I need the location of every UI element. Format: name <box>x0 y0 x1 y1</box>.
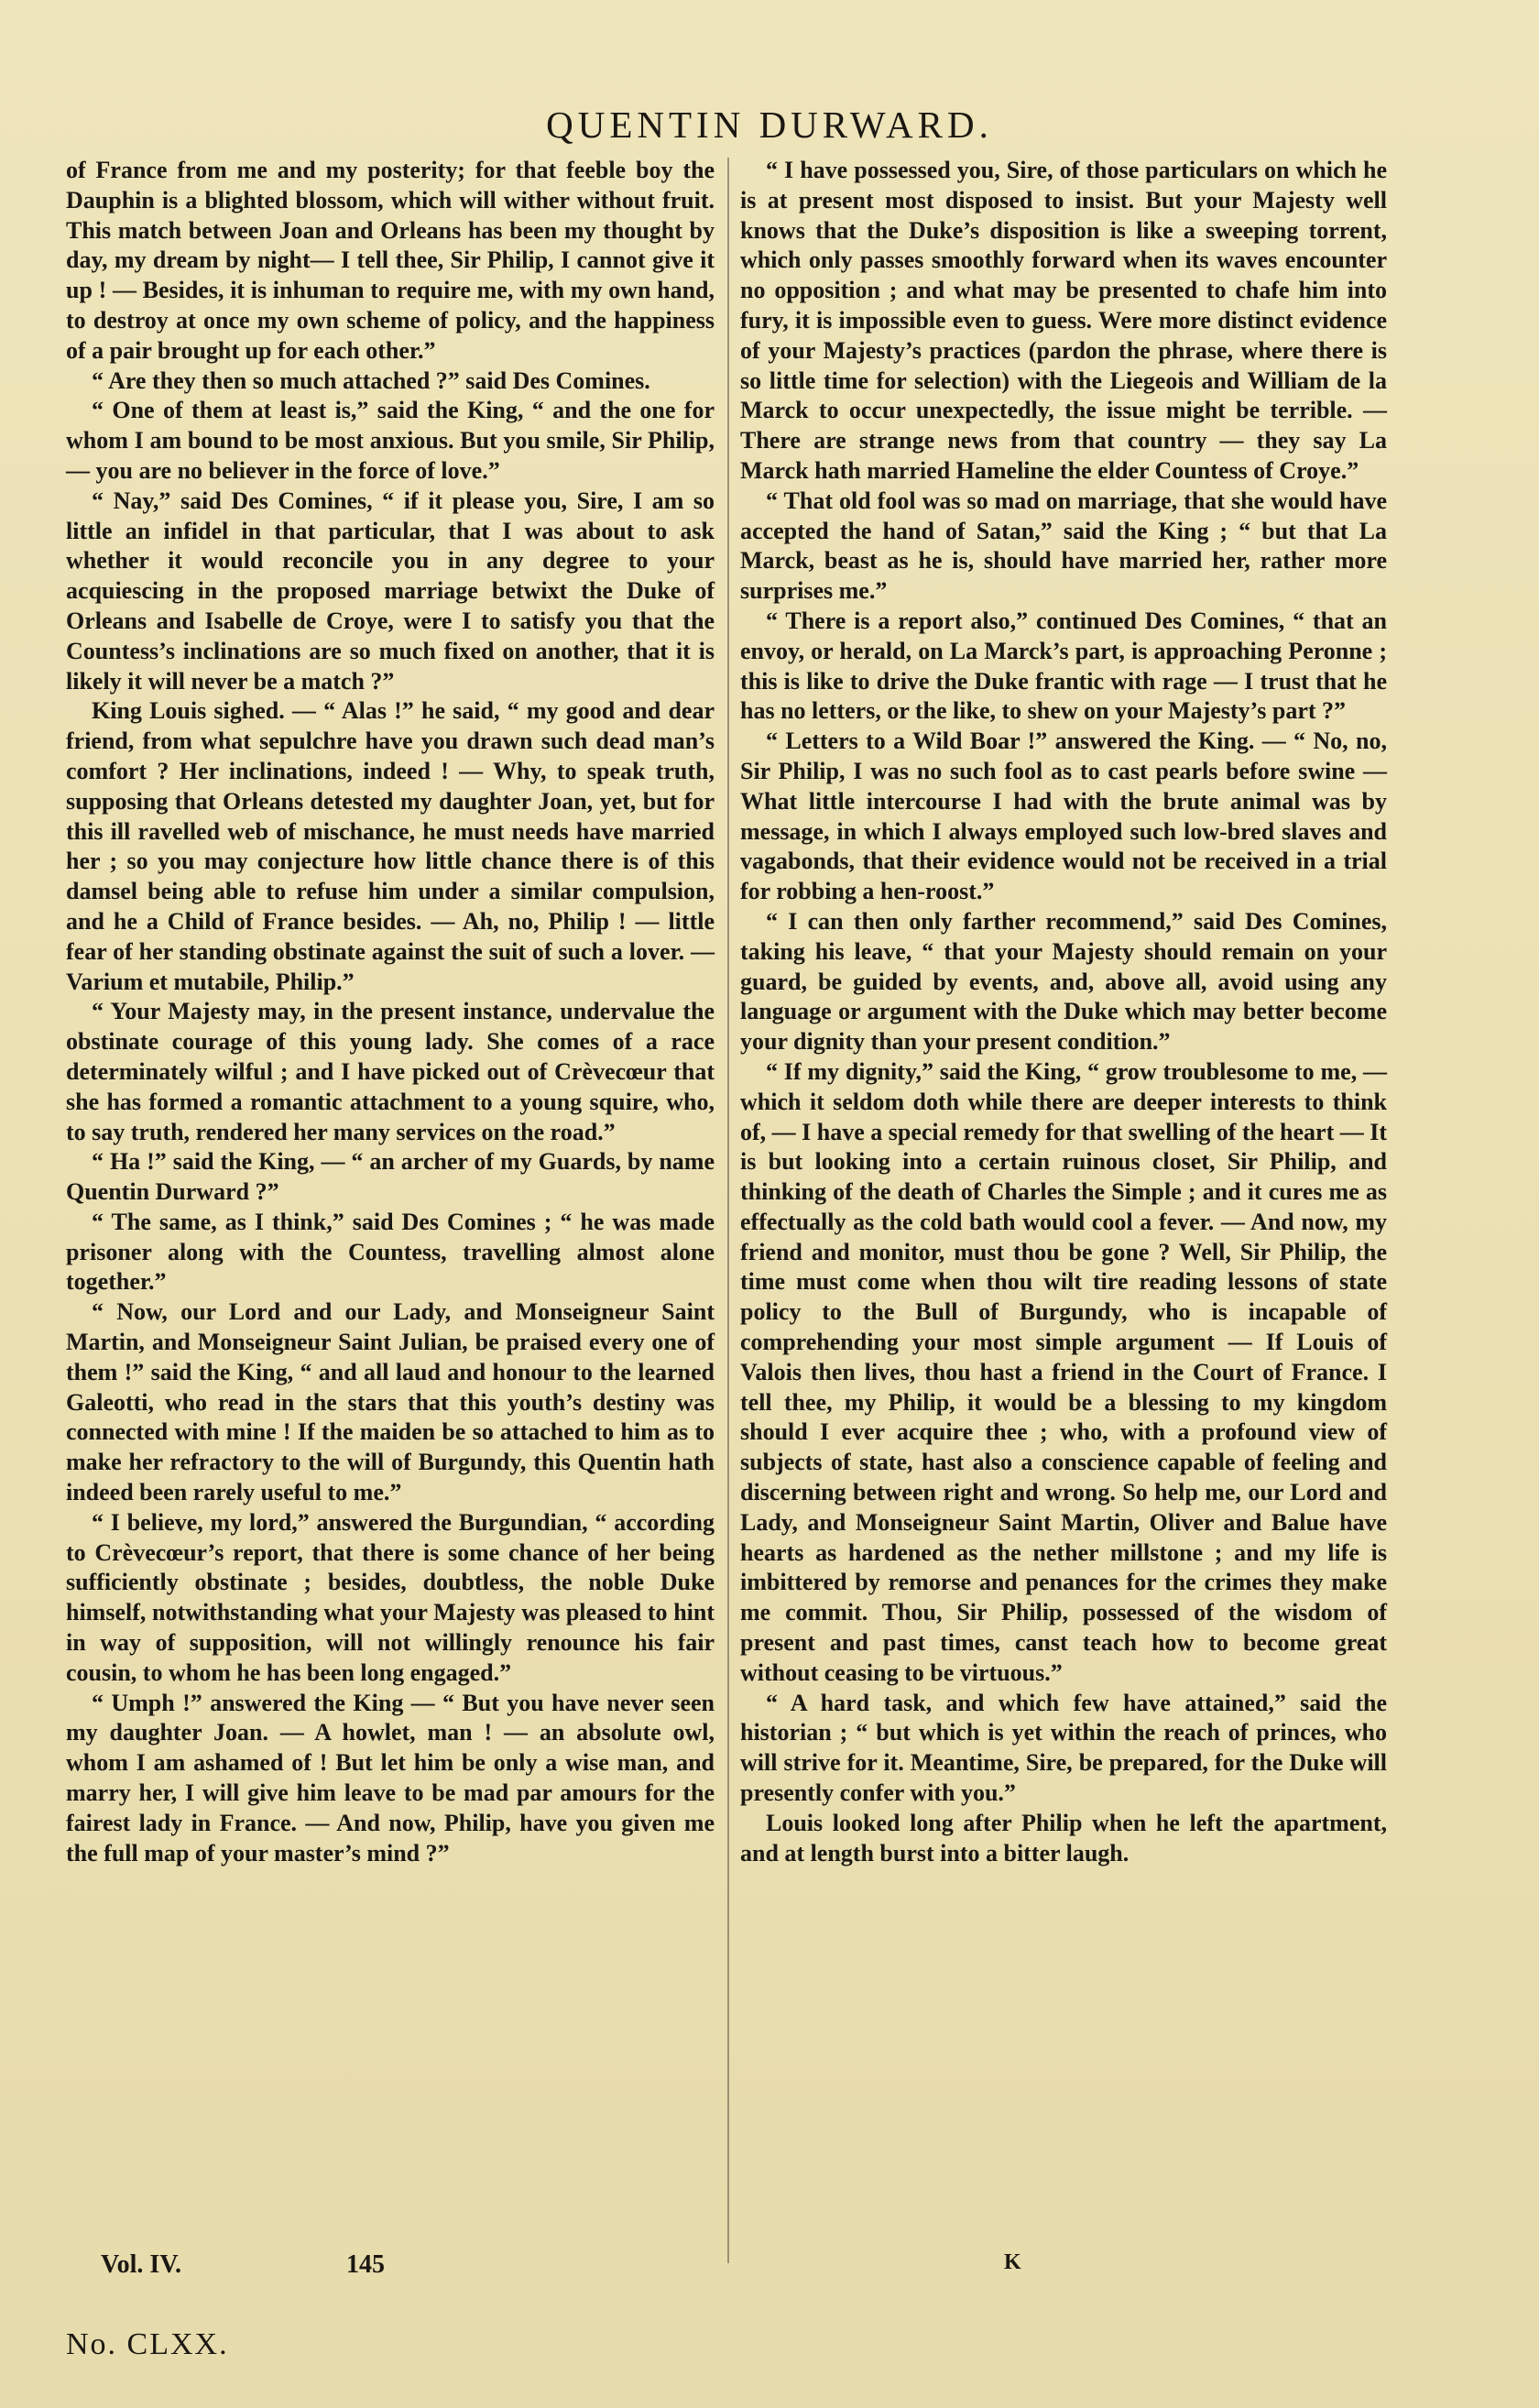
paragraph: Louis looked long after Philip when he left the apartment, and at length burst into a bitter laugh. <box>740 1809 1387 1866</box>
paragraph: “ I believe, my lord,” answered the Burgundian, “ according to Crèvecœur’s report, that there is some chance of her being sufficiently obstinate ; besides, doubtless, the noble Duke himself, notwithstanding what your Majesty was pleased to hint in way of supposition, will not willingly renounce his fair cousin, to whom he has been long engaged.” <box>66 1508 715 1686</box>
paragraph: “ The same, as I think,” said Des Comines ; “ he was made prisoner along with the Countess, travelling almost alone together.” <box>66 1208 715 1296</box>
paragraph: “ One of them at least is,” said the King, “ and the one for whom I am bound to be most anxious. But you smile, Sir Philip, — you are no believer in the force of love.” <box>66 397 715 484</box>
paragraph: “ I can then only farther recommend,” said Des Comines, taking his leave, “ that your Majesty should remain on your guard, be guided by events, and, above all, avoid using any language or argument with the Duke which may better become your dignity than your present condition.” <box>740 907 1387 1056</box>
column-divider <box>727 158 729 2263</box>
right-column <box>740 156 1387 1868</box>
page-number: 145 <box>346 2250 385 2279</box>
paragraph: “ Are they then so much attached ?” said Des Comines. <box>92 367 650 394</box>
paragraph: King Louis sighed. — “ Alas !” he said, “ my good and dear friend, from what sepulchre have you drawn such dead man’s comfort ? Her inclinations, indeed ! — Why, to speak truth, supposing that Orleans detested my daughter Joan, yet, but for this ill ravelled web of mischance, he must needs have married her ; so you may conjecture how little chance there is of this damsel being able to refuse him under a similar compulsion, and he a Child of France besides. — Ah, no, Philip ! — little fear of her standing obstinate against the suit of such a lover. — Varium et mutabile, Philip.” <box>66 697 715 995</box>
paragraph: “ Umph !” answered the King — “ But you have never seen my daughter Joan. — A howlet, man ! — an absolute owl, whom I am ashamed of ! But let him be only a wise man, and marry her, I will give him leave to be mad par amours for the fairest lady in France. — And now, Philip, have you given me the full map of your master’s mind ?” <box>66 1689 715 1866</box>
left-column <box>66 156 715 1868</box>
issue-number: No. CLXX. <box>66 2327 229 2361</box>
paragraph: “ I have possessed you, Sire, of those particulars on which he is at present most disposed to insist. But your Majesty well knows that the Duke’s disposition is like a sweeping torrent, which only passes smoothly forward when its waves encounter no opposition ; and what may be presented to chafe him into fury, it is impossible even to guess. Were more distinct evidence of your Majesty’s practices (pardon the phrase, where there is so little time for selection) with the Liegeois and William de la Marck to occur unexpectedly, the issue might be terrible. — There are strange news from that country — they say La Marck hath married Hameline the elder Countess of Croye.” <box>740 157 1387 484</box>
paragraph: “ Now, our Lord and our Lady, and Monseigneur Saint Martin, and Monseigneur Saint Julian, be praised every one of them !” said the King, “ and all laud and honour to the learned Galeotti, who read in the stars that this youth’s destiny was connected with mine ! If the maiden be so attached to him as to make her refractory to the will of Burgundy, this Quentin hath indeed been rarely useful to me.” <box>66 1298 715 1506</box>
paragraph: “ That old fool was so mad on marriage, that she would have accepted the hand of Satan,” said the King ; “ but that La Marck, beast as he is, should have married her, rather more surprises me.” <box>740 487 1387 605</box>
volume-label: Vol. IV. <box>101 2250 181 2279</box>
paragraph: of France from me and my posterity; for that feeble boy the Dauphin is a blighted blossom, which will wither without fruit. This match between Joan and Orleans has been my thought by day, my dream by night— I tell thee, Sir Philip, I cannot give it up ! — Besides, it is inhuman to require me, with my own hand, to destroy at once my own scheme of policy, and the happiness of a pair brought up for each other.” <box>66 157 715 364</box>
paragraph: “ Your Majesty may, in the present instance, undervalue the obstinate courage of this young lady. She comes of a race determinately wilful ; and I have picked out of Crèvecœur that she has formed a romantic attachment to a young squire, who, to say truth, rendered her many services on the road.” <box>66 998 715 1145</box>
paragraph: “ Ha !” said the King, — “ an archer of my Guards, by name Quentin Durward ?” <box>66 1148 715 1206</box>
paragraph: “ There is a report also,” continued Des Comines, “ that an envoy, or herald, on La Marck’s part, is approaching Peronne ; this is like to drive the Duke frantic with rage — I trust that he has no letters, or the like, to shew on your Majesty’s part ?” <box>740 607 1387 725</box>
paragraph: “ Nay,” said Des Comines, “ if it please you, Sire, I am so little an infidel in that particular, that I was about to ask whether it would reconcile you in any degree to your acquiescing in the proposed marriage betwixt the Duke of Orleans and Isabelle de Croye, were I to satisfy you that the Countess’s inclinations are so much fixed on another, that it is likely it will never be a match ?” <box>66 487 715 695</box>
signature-mark: K <box>1004 2250 1021 2274</box>
paragraph: “ A hard task, and which few have attained,” said the historian ; “ but which is yet within the reach of princes, who will strive for it. Meantime, Sire, be prepared, for the Duke will presently confer with you.” <box>740 1689 1387 1807</box>
paragraph: “ If my dignity,” said the King, “ grow troublesome to me, — which it seldom doth while there are deeper interests to think of, — I have a special remedy for that swelling of the heart — It is but looking into a certain ruinous closet, Sir Philip, and thinking of the death of Charles the Simple ; and it cures me as effectually as the cold bath would cool a fever. — And now, my friend and monitor, must thou be gone ? Well, Sir Philip, the time must come when thou wilt tire reading lessons of state policy to the Bull of Burgundy, who is incapable of comprehending your most simple argument — If Louis of Valois then lives, thou hast a friend in the Court of France. I tell thee, my Philip, it would be a blessing to my kingdom should I ever acquire thee ; who, with a profound view of subjects of state, hast also a conscience capable of feeling and discerning between right and wrong. So help me, our Lord and Lady, and Monseigneur Saint Martin, Oliver and Balue have hearts as hardened as the nether millstone ; and my life is imbittered by remorse and penances for the crimes they make me commit. Thou, Sir Philip, possessed of the wisdom of present and past times, canst teach how to become great without ceasing to be virtuous.” <box>740 1057 1388 1686</box>
paragraph: “ Letters to a Wild Boar !” answered the King. — “ No, no, Sir Philip, I was no such fool as to cast pearls before swine — What little intercourse I had with the brute animal was by message, in which I always employed such low-bred slaves and vagabonds, that their evidence would not be received in a trial for robbing a hen-roost.” <box>740 728 1387 905</box>
running-header: QUENTIN DURWARD. <box>546 104 993 146</box>
